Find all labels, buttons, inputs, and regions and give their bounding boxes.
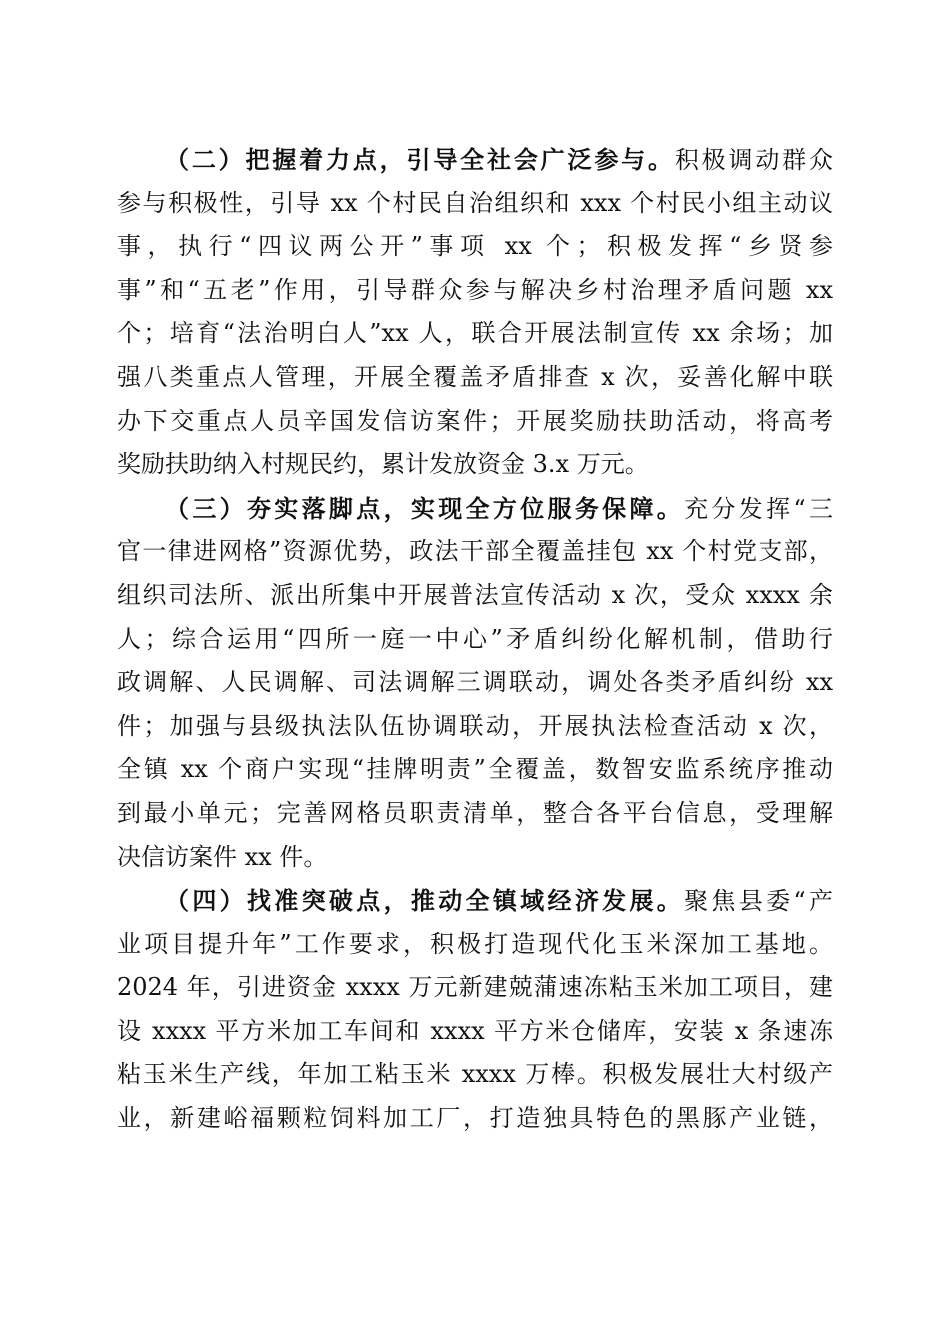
paragraph-text: 聚焦县委“产 xyxy=(684,887,833,916)
paragraph-4 xyxy=(117,879,833,1141)
paragraph-heading: （四）找准突破点，推动全镇域经济发展。 xyxy=(165,886,685,916)
paragraph-line: 事”和“五老”作用，引导群众参与解决乡村治理矛盾问题 xx xyxy=(117,275,833,304)
paragraph-line: 人；综合运用“四所一庭一中心”矛盾纠纷化解机制，借助行 xyxy=(117,624,833,653)
paragraph-text: 积极调动群众 xyxy=(674,146,834,174)
paragraph-line: 官一律进网格”资源优势，政法干部全覆盖挂包 xx 个村党支部， xyxy=(117,537,833,566)
paragraph-line: 全镇 xx 个商户实现“挂牌明责”全覆盖，数智安监系统序推动 xyxy=(117,755,833,784)
paragraph-heading: （二）把握着力点，引导全社会广泛参与。 xyxy=(165,145,675,174)
paragraph-line: 粘玉米生产线，年加工粘玉米 xxxx 万棒。积极发展壮大村级产 xyxy=(117,1060,833,1089)
document-page xyxy=(117,138,833,1141)
paragraph-line: 决信访案件 xx 件。 xyxy=(117,842,328,871)
paragraph-line: 业项目提升年”工作要求，积极打造现代化玉米深加工基地。 xyxy=(117,929,833,958)
paragraph-text: 充分发挥“三 xyxy=(684,494,833,523)
paragraph-line: 组织司法所、派出所集中开展普法宣传活动 x 次，受众 xxxx 余 xyxy=(117,580,833,609)
paragraph-heading: （三）夯实落脚点，实现全方位服务保障。 xyxy=(165,493,685,523)
paragraph-line: 个；培育“法治明白人”xx 人，联合开展法制宣传 xx 余场；加 xyxy=(117,319,833,348)
paragraph-line: 奖励扶助纳入村规民约，累计发放资金 3.x 万元。 xyxy=(117,450,649,479)
paragraph-line: 业，新建峪福颗粒饲料加工厂，打造独具特色的黑豚产业链， xyxy=(117,1104,833,1133)
paragraph-3 xyxy=(117,487,833,879)
paragraph-line: 办下交重点人员辛国发信访案件；开展奖励扶助活动，将高考 xyxy=(117,406,833,435)
paragraph-line: 事，执行“四议两公开”事项 xx 个；积极发挥“乡贤参 xyxy=(117,232,833,261)
paragraph-line: 到最小单元；完善网格员职责清单，整合各平台信息，受理解 xyxy=(117,798,833,827)
paragraph-line: 设 xxxx 平方米加工车间和 xxxx 平方米仓储库，安装 x 条速冻 xyxy=(117,1016,833,1045)
paragraph-line xyxy=(117,138,833,182)
paragraph-line: 强八类重点人管理，开展全覆盖矛盾排查 x 次，妥善化解中联 xyxy=(117,362,833,391)
paragraph-line: 件；加强与县级执法队伍协调联动，开展执法检查活动 x 次， xyxy=(117,711,833,740)
paragraph-2 xyxy=(117,138,833,487)
paragraph-line: 参与积极性，引导 xx 个村民自治组织和 xxx 个村民小组主动议 xyxy=(117,188,833,217)
paragraph-line: 政调解、人民调解、司法调解三调联动，调处各类矛盾纠纷 xx xyxy=(117,668,833,697)
paragraph-line xyxy=(117,879,833,923)
paragraph-line xyxy=(117,487,833,531)
paragraph-line: 2024 年，引进资金 xxxx 万元新建兢蒲速冻粘玉米加工项目，建 xyxy=(117,973,833,1002)
